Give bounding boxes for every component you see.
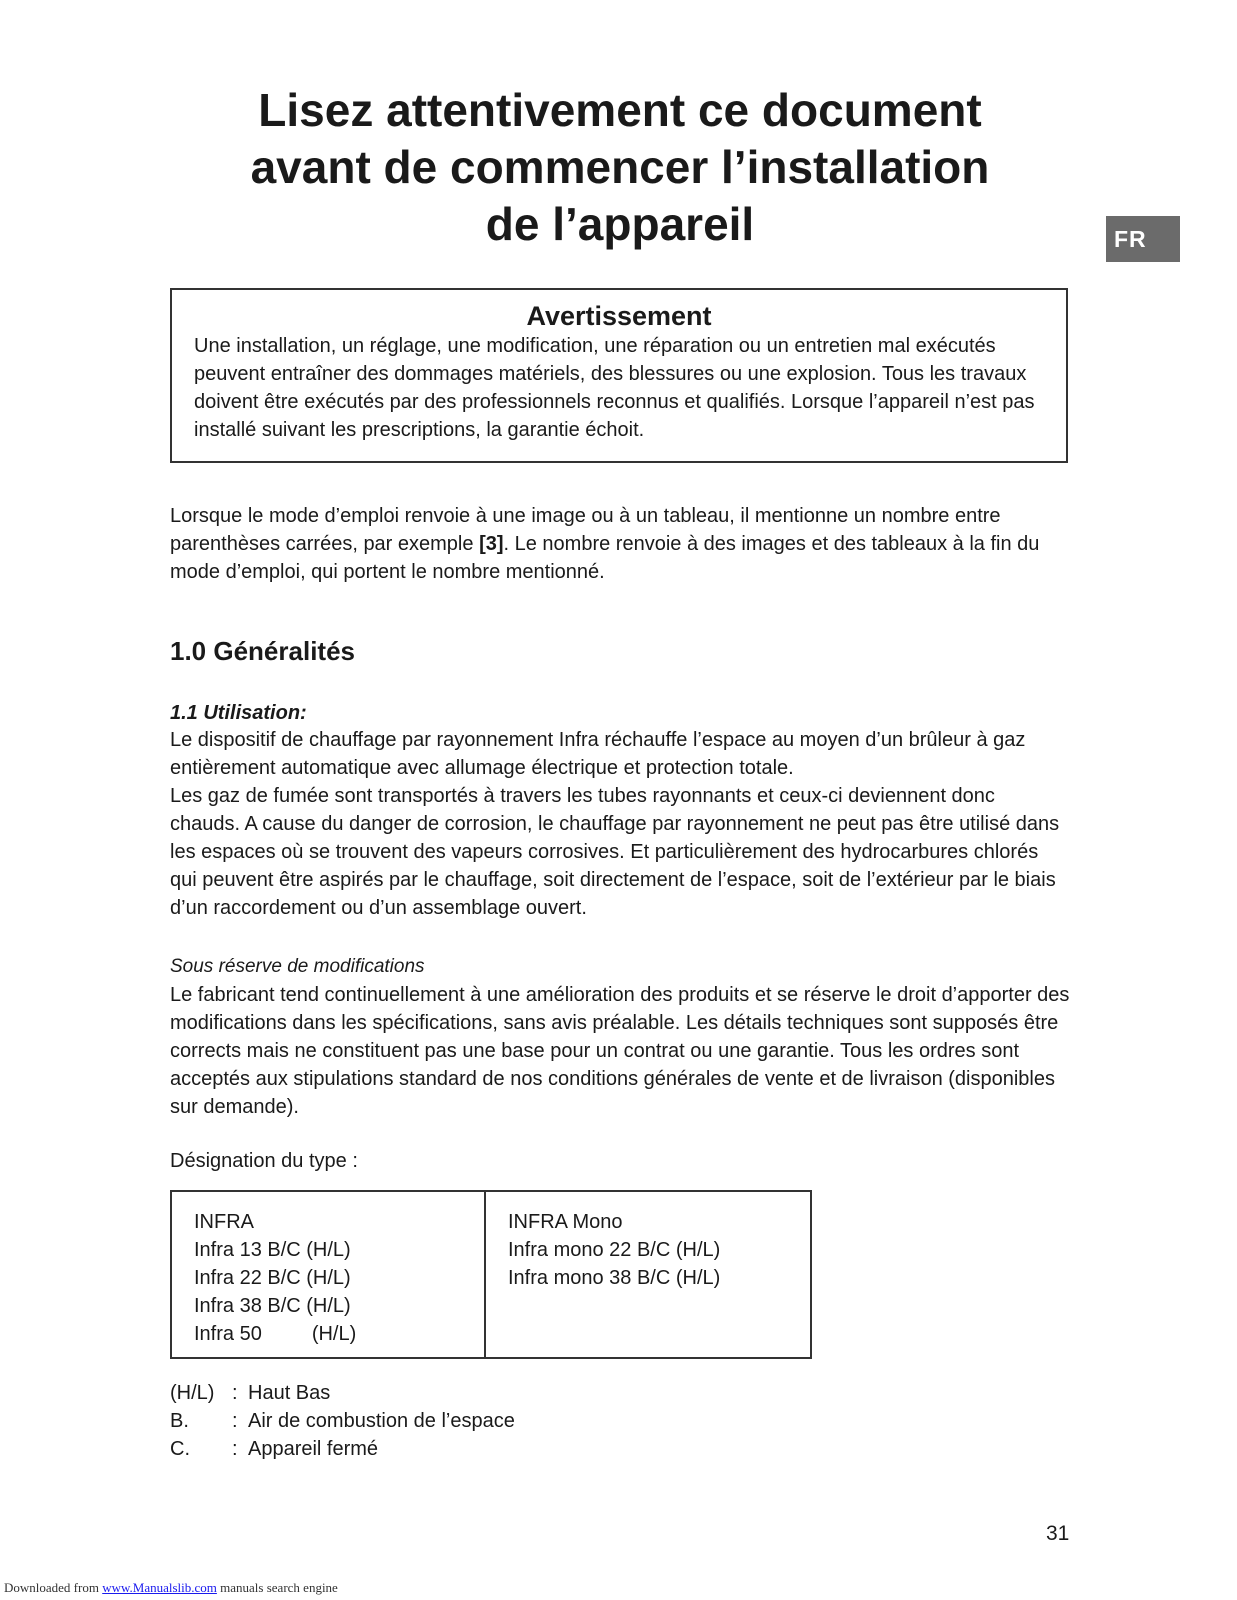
type-row: Infra 22 B/C (H/L) xyxy=(194,1267,351,1289)
legend-value: Haut Bas xyxy=(248,1382,331,1404)
legend-row xyxy=(170,1435,515,1463)
type-row: Infra 50 (H/L) xyxy=(194,1323,357,1345)
type-column-infra-mono xyxy=(486,1192,810,1357)
title-line-2: avant de commencer l’installation xyxy=(250,141,990,193)
legend-value: Air de combustion de l’espace xyxy=(248,1410,515,1432)
type-column-infra xyxy=(172,1192,486,1357)
legend-value: Appareil fermé xyxy=(248,1438,379,1460)
usage-paragraph-2: Les gaz de fumée sont transportés à travers les tubes rayonnants et ceux-ci deviennent donc chauds. A cause du danger de corrosion, le chauffage par rayonnement ne peut pas être utilisé dans les espaces où se trouvent des vapeurs corrosives. Et particulièrement des hydrocarbures chlorés qui peuvent être aspirés par le chauffage, soit directement de l’espace, soit de l’extérieur par le biais d’un raccordement ou d’un assemblage ouvert. xyxy=(170,785,1060,919)
manualslib-link[interactable]: www.Manualslib.com xyxy=(102,1580,217,1595)
footer-prefix: Downloaded from xyxy=(4,1580,103,1595)
section-title: 1.0 Généralités xyxy=(170,636,355,666)
legend xyxy=(170,1379,515,1463)
title-line-1: Lisez attentivement ce document xyxy=(258,84,982,136)
usage-paragraph-1: Le dispositif de chauffage par rayonnement Infra réchauffe l’espace au moyen d’un brûleur à gaz entièrement automatique avec allumage électrique et protection totale. xyxy=(170,729,1026,779)
type-row: Infra mono 38 B/C (H/L) xyxy=(508,1267,721,1289)
warning-text: Une installation, un réglage, une modification, une réparation ou un entretien mal exécutés peuvent entraîner des dommages matériels, des blessures ou une explosion. Tous les travaux doivent être exécutés par des professionnels reconnus et qualifiés. Lorsque l’appareil n’est pas installé suivant les prescriptions, la garantie échoit. xyxy=(194,335,1035,441)
legend-row xyxy=(170,1379,515,1407)
legend-key: (H/L) xyxy=(170,1382,215,1404)
download-footer xyxy=(4,1580,338,1596)
subsection-title: 1.1 Utilisation: xyxy=(170,702,307,724)
warning-title: Avertissement xyxy=(526,301,712,331)
legend-key: B. xyxy=(170,1410,189,1432)
type-row: Infra 13 B/C (H/L) xyxy=(194,1239,351,1261)
title-line-3: de l’appareil xyxy=(485,198,755,250)
footer-suffix: manuals search engine xyxy=(216,1580,338,1595)
reference-note xyxy=(170,502,1070,586)
language-tab: FR xyxy=(1106,216,1180,262)
reserve-text: Le fabricant tend continuellement à une amélioration des produits et se réserve le droit d’apporter des modifications dans les spécifications, sans avis préalable. Les détails techniques sont supposés être corrects mais ne constituent pas une base pour un contrat ou une garantie. Tous les ordres sont acceptés aux stipulations standard de nos conditions générales de vente et de livraison (disponibles sur demande). xyxy=(170,984,1070,1118)
designation-label: Désignation du type : xyxy=(170,1150,358,1172)
type-row: Infra mono 22 B/C (H/L) xyxy=(508,1239,721,1261)
type-row: Infra 38 B/C (H/L) xyxy=(194,1295,351,1317)
type-row: INFRA xyxy=(194,1211,254,1233)
reserve-label: Sous réserve de modifications xyxy=(170,956,425,977)
page-number: 31 xyxy=(1046,1522,1070,1545)
legend-separator: : xyxy=(232,1410,238,1432)
page-title xyxy=(170,82,1070,253)
reference-note-before: Lorsque le mode d’emploi renvoie à une image ou à un tableau, il mentionne un nombre entre parenthèses carrées, par exemple xyxy=(170,505,1001,555)
legend-separator: : xyxy=(232,1382,238,1404)
reference-example: [3] xyxy=(479,533,504,555)
type-table xyxy=(170,1190,812,1359)
legend-key: C. xyxy=(170,1438,190,1460)
legend-separator: : xyxy=(232,1438,238,1460)
usage-text xyxy=(170,726,1070,922)
legend-row xyxy=(170,1407,515,1435)
reference-note-after: . Le nombre renvoie à des images et des tableaux à la fin du mode d’emploi, qui portent le nombre mentionné. xyxy=(170,533,1040,583)
type-row: INFRA Mono xyxy=(508,1211,623,1233)
warning-box xyxy=(170,288,1068,463)
